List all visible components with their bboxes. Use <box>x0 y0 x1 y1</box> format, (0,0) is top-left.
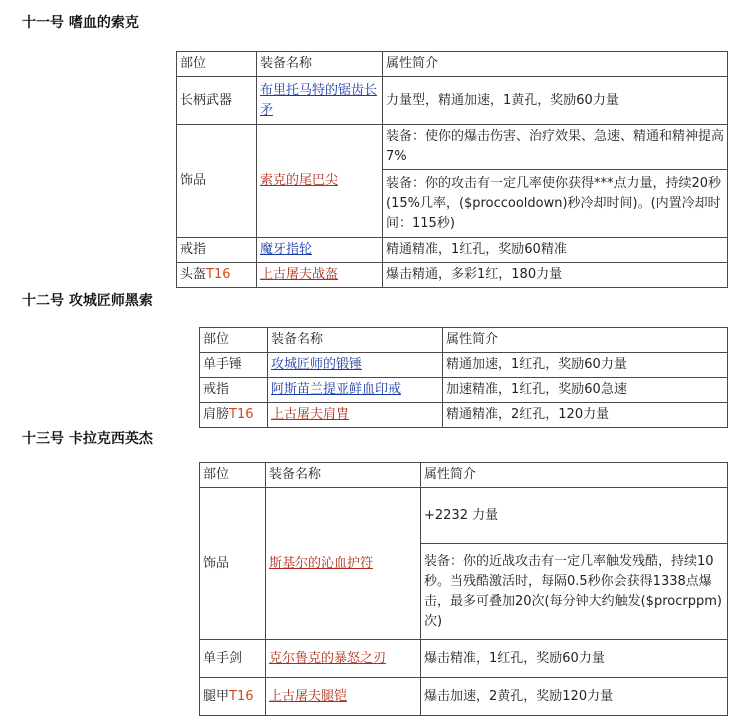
item-cell <box>257 77 383 125</box>
slot-label: 长柄武器 <box>180 92 233 108</box>
desc-cell <box>443 378 728 403</box>
section-title-13: 十三号 卡拉克西英杰 <box>22 431 153 447</box>
item-description: 爆击精准，1红孔，奖励60力量 <box>424 650 605 666</box>
desc-cell <box>421 488 728 544</box>
item-cell <box>268 403 443 428</box>
desc-cell <box>383 125 728 170</box>
item-link[interactable]: 上古屠夫肩胄 <box>271 407 350 422</box>
slot-cell <box>200 640 266 678</box>
table-row <box>177 77 728 125</box>
item-link[interactable]: 上古屠夫战盔 <box>260 267 339 282</box>
item-link[interactable]: 斯基尔的沁血护符 <box>269 555 374 571</box>
header-attributes: 属性简介 <box>421 463 728 488</box>
tier-badge: T16 <box>229 688 254 704</box>
equipment-table-13 <box>199 462 728 716</box>
slot-label: 单手剑 <box>203 650 243 666</box>
header-slot: 部位 <box>177 52 257 77</box>
desc-cell <box>443 353 728 378</box>
header-attributes: 属性简介 <box>383 52 728 77</box>
slot-cell <box>200 678 266 716</box>
item-link[interactable]: 魔牙指轮 <box>260 242 313 257</box>
slot-cell <box>177 238 257 263</box>
tier-badge: T16 <box>229 407 254 422</box>
item-link[interactable]: 阿斯苗兰提亚鲜血印戒 <box>271 382 402 397</box>
section-title-11: 十一号 嗜血的索克 <box>22 15 139 31</box>
header-slot: 部位 <box>200 328 268 353</box>
item-description: 精通精准，2红孔，120力量 <box>446 407 610 422</box>
slot-label: 饰品 <box>180 173 207 188</box>
item-cell <box>257 125 383 238</box>
item-cell <box>268 378 443 403</box>
slot-cell <box>177 263 257 288</box>
table-row <box>177 263 728 288</box>
slot-label: 头盔 <box>180 267 207 282</box>
slot-label: 肩膀 <box>203 407 230 422</box>
item-cell <box>257 238 383 263</box>
section-title-12: 十二号 攻城匠师黑索 <box>22 293 153 309</box>
slot-cell <box>200 353 268 378</box>
item-description: 装备：使你的爆击伤害、治疗效果、急速、精通和精神提高7% <box>386 129 725 164</box>
item-link[interactable]: 攻城匠师的锻锤 <box>271 357 363 372</box>
item-description-extra: 装备：你的攻击有一定几率使你获得***点力量，持续20秒(15%几率，($proccooldown)秒冷却时间)。(内置冷却时间：115秒) <box>386 175 722 231</box>
table-row <box>177 125 728 170</box>
table-row <box>200 640 728 678</box>
item-cell <box>268 353 443 378</box>
item-cell <box>266 640 421 678</box>
slot-cell <box>200 488 266 640</box>
table-row <box>200 678 728 716</box>
header-item-name: 装备名称 <box>266 463 421 488</box>
desc-cell <box>383 77 728 125</box>
item-link[interactable]: 布里托马特的锯齿长矛 <box>260 82 378 118</box>
desc-cell <box>383 238 728 263</box>
item-description: 加速精准，1红孔，奖励60急速 <box>446 382 627 397</box>
slot-cell <box>200 378 268 403</box>
table-row <box>200 378 728 403</box>
header-slot: 部位 <box>200 463 266 488</box>
item-cell <box>266 488 421 640</box>
header-attributes: 属性简介 <box>443 328 728 353</box>
slot-label: 戒指 <box>180 242 207 257</box>
item-description: 精通精准，1红孔，奖励60精准 <box>386 242 567 257</box>
equipment-table-11 <box>176 51 728 288</box>
table-row <box>177 238 728 263</box>
table-header-row <box>177 52 728 77</box>
table-header-row <box>200 463 728 488</box>
slot-label: 饰品 <box>203 555 230 571</box>
equipment-table-12 <box>199 327 728 428</box>
table-row <box>200 353 728 378</box>
desc-cell <box>421 640 728 678</box>
desc-cell <box>383 263 728 288</box>
slot-label: 单手锤 <box>203 357 243 372</box>
item-description: +2232 力量 <box>424 507 499 523</box>
desc-cell <box>421 678 728 716</box>
item-description: 爆击精通，多彩1红，180力量 <box>386 267 563 282</box>
item-cell <box>257 263 383 288</box>
header-item-name: 装备名称 <box>257 52 383 77</box>
table-row <box>200 488 728 544</box>
item-description-extra: 装备：你的近战攻击有一定几率触发残酷，持续10秒。当残酷激活时，每隔0.5秒你会获得1338点爆击，最多可叠加20次(每分钟大约触发($procrppm)次) <box>424 553 722 629</box>
item-link[interactable]: 索克的尾巴尖 <box>260 173 339 188</box>
slot-label: 戒指 <box>203 382 230 397</box>
header-item-name: 装备名称 <box>268 328 443 353</box>
item-cell <box>266 678 421 716</box>
table-header-row <box>200 328 728 353</box>
item-description: 精通加速，1红孔，奖励60力量 <box>446 357 627 372</box>
tier-badge: T16 <box>206 267 231 282</box>
item-link[interactable]: 克尔鲁克的暴怒之刃 <box>269 650 387 666</box>
desc-cell <box>383 170 728 238</box>
slot-cell <box>200 403 268 428</box>
item-description: 爆击加速，2黄孔，奖励120力量 <box>424 688 614 704</box>
table-row <box>200 403 728 428</box>
item-description: 力量型，精通加速，1黄孔，奖励60力量 <box>386 92 619 108</box>
desc-cell <box>443 403 728 428</box>
desc-cell <box>421 544 728 640</box>
slot-cell <box>177 77 257 125</box>
slot-cell <box>177 125 257 238</box>
item-link[interactable]: 上古屠夫腿铠 <box>269 688 348 704</box>
slot-label: 腿甲 <box>203 688 230 704</box>
